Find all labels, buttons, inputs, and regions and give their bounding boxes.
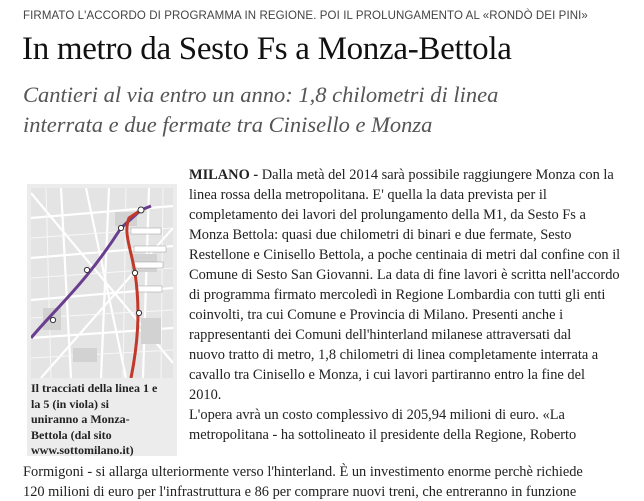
- body-line: linea rossa della metropolitana. E' quella la data prevista per il: [189, 187, 547, 203]
- body-line: Restellone e Cinisello Bettola, a poche centinaia di metri dal confine con il: [189, 247, 621, 263]
- caption-line: Il tracciati della linea 1 e: [31, 381, 158, 395]
- caption-line: uniranno a Monza-: [31, 412, 130, 426]
- article-figure: [27, 184, 177, 456]
- body-line: coinvolti, tra cui Comune e Provincia di Milano. Presenti anche i: [189, 307, 564, 323]
- article-kicker: FIRMATO L'ACCORDO DI PROGRAMMA IN REGIONE. POI IL PROLUNGAMENTO AL «RONDÒ DEI PINI»: [23, 10, 588, 22]
- article-body-column: [189, 165, 641, 445]
- body-line: nuovo tratto di metro, 1,8 chilometri di linea completamente interrata a: [189, 347, 599, 363]
- body-line-text: Dalla metà del 2014 sarà possibile raggiungere Monza con la: [258, 167, 614, 183]
- body-line: completamento dei lavori del prolungamento della M1, da Sesto Fs a: [189, 207, 586, 223]
- caption-line: Bettola (dal sito: [31, 427, 112, 442]
- body-line: Monza Bettola: quasi due chilometri di binari e due fermate, Sesto: [189, 227, 572, 243]
- subhead-line: interrata e due fermate tra Cinisello e Monza: [23, 112, 433, 137]
- metro-map-graphic: [31, 188, 173, 378]
- article-headline: In metro da Sesto Fs a Monza-Bettola: [22, 31, 512, 67]
- body-line: Comune di Sesto San Giovanni. La data di fine lavori è scritta nell'accordo: [189, 267, 620, 283]
- body-line: [189, 165, 641, 185]
- body-line: Formigoni - si allarga ulteriormente verso l'hinterland. È un investimento enorme perchè richiede: [23, 464, 583, 480]
- article-body-full-width: [23, 462, 643, 501]
- figure-caption: [31, 381, 173, 459]
- body-line: 2010.: [189, 387, 222, 403]
- paragraph-1: [189, 165, 641, 405]
- body-line: L'opera avrà un costo complessivo di 205,94 milioni di euro. «La: [189, 407, 565, 423]
- body-line: di programma firmato mercoledì in Regione Lombardia con tutti gli enti: [189, 287, 606, 303]
- article-subhead: [23, 80, 633, 140]
- metro-map-image[interactable]: [31, 188, 173, 378]
- dateline: MILANO -: [189, 167, 259, 183]
- body-line: 120 milioni di euro per l'infrastruttura e 86 per comprare nuovi treni, che entreranno in funzione: [23, 484, 577, 500]
- body-line: metropolitana - ha sottolineato il presidente della Regione, Roberto: [189, 427, 577, 443]
- subhead-line: Cantieri al via entro un anno: 1,8 chilometri di linea: [23, 82, 499, 107]
- caption-line: www.sottomilano.it): [31, 443, 134, 457]
- paragraph-2: [189, 405, 641, 445]
- body-line: rappresentanti dei Comuni dell'hinterland milanese attraversati dal: [189, 327, 572, 343]
- body-line: cavallo tra Cinisello e Monza, i cui lavori partiranno entro la fine del: [189, 367, 586, 383]
- caption-line: la 5 (in viola) si: [31, 396, 110, 411]
